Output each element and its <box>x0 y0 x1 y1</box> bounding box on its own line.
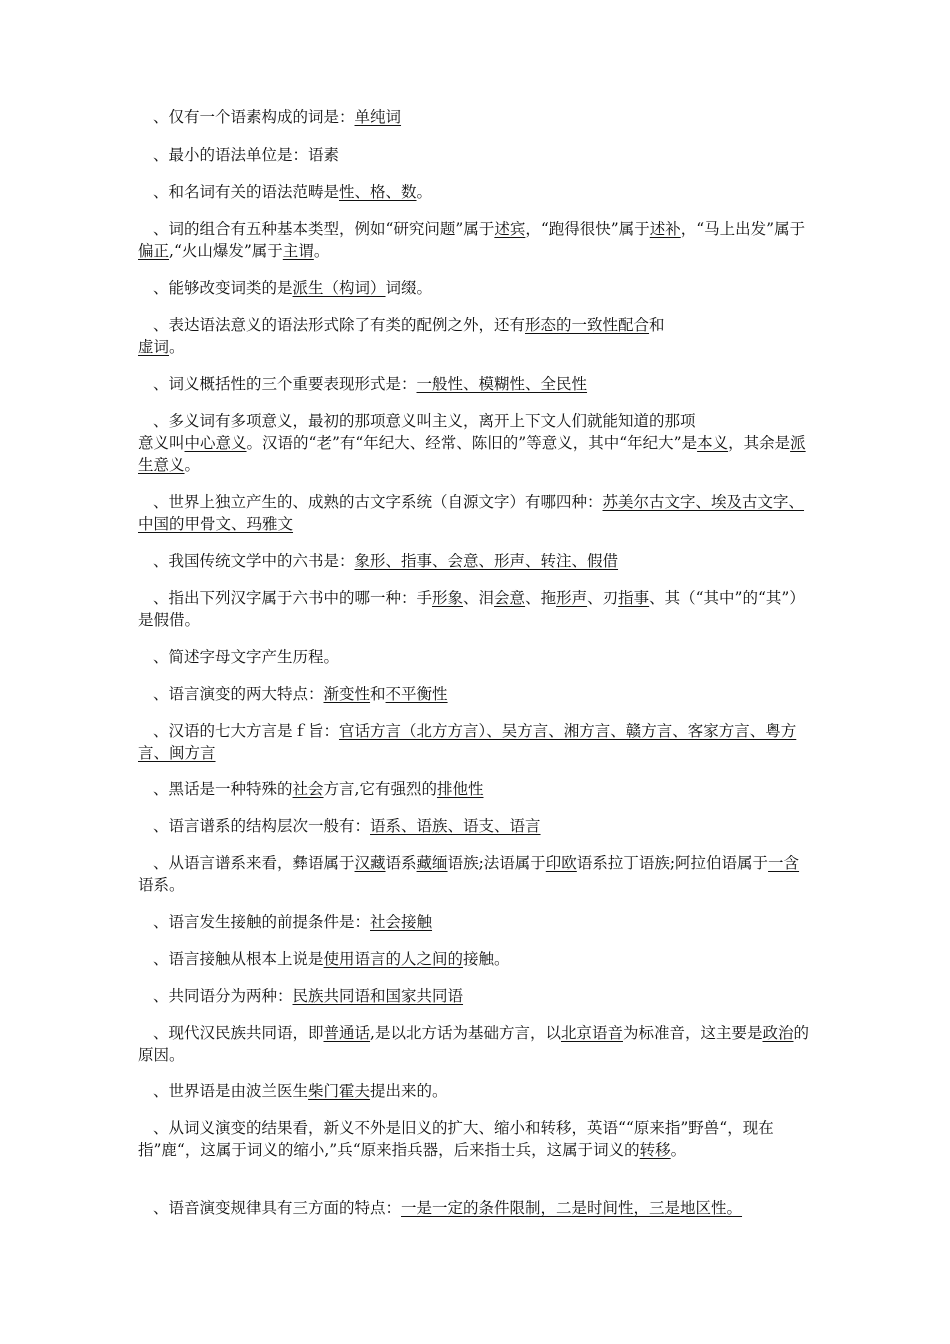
answer-text: 主谓 <box>282 242 314 260</box>
answer-text: 述补 <box>649 220 681 238</box>
list-item <box>138 106 810 128</box>
item-text: 、泪 <box>463 589 495 607</box>
list-item <box>138 410 810 476</box>
item-text: ，“马上出发”属于 <box>680 220 806 238</box>
list-item <box>138 646 810 668</box>
answer-text: 虚词 <box>138 338 170 356</box>
answer-text: 政治 <box>762 1024 794 1042</box>
item-text: 。汉语的“老”有“年纪大、经常、陈旧的”等意义，其中“年纪大”是 <box>246 434 698 452</box>
answer-text: 一含 <box>768 854 800 872</box>
item-text: 、其（“其中”的“其”）是假借。 <box>138 589 805 629</box>
item-text: 。 <box>670 1141 687 1159</box>
item-text: 、表达语法意义的语法形式除了有类的配例之外，还有 <box>153 316 526 334</box>
item-text: 、简述字母文字产生历程。 <box>153 648 340 666</box>
item-text: 、现代汉民族共同语，即 <box>153 1024 324 1042</box>
list-item <box>138 720 810 764</box>
item-text: ,“火山爆发”属于 <box>169 242 283 260</box>
list-item <box>138 815 810 837</box>
answer-text: 渐变性 <box>323 685 371 703</box>
item-text: 为标准音，这主要是 <box>622 1024 763 1042</box>
list-item <box>138 852 810 896</box>
answer-text: 象形、指事、会意、形声、转注、假借 <box>354 552 619 570</box>
answer-text: 北京语音 <box>560 1024 623 1042</box>
item-text: 接触。 <box>463 950 510 968</box>
item-text: ，其余是 <box>728 434 791 452</box>
item-text: ,是以北方话为基础方言，以 <box>370 1024 561 1042</box>
item-text: 、世界上独立产生的、成熟的古文字系统（自源文字）有哪四种： <box>153 493 603 511</box>
item-text: 、指出下列汉字属于六书中的哪一种：手 <box>153 589 433 607</box>
item-text: 、语音演变规律具有三方面的特点： <box>153 1199 402 1217</box>
item-text: 、和名词有关的语法范畴是 <box>153 183 340 201</box>
answer-text: 民族共同语和国家共同语 <box>292 987 464 1005</box>
item-text: 、词义概括性的三个重要表现形式是： <box>153 375 417 393</box>
answer-text: 语系、语族、语支、语言 <box>370 817 541 835</box>
answer-text: 印欧 <box>545 854 577 872</box>
list-item <box>138 985 810 1007</box>
answer-text: 派生（构词） <box>292 279 386 297</box>
item-text: 和 <box>370 685 386 703</box>
list-item <box>138 491 810 535</box>
answer-text: 排他性 <box>436 780 484 798</box>
item-text: 提出来的。 <box>370 1082 448 1100</box>
list-item <box>138 948 810 970</box>
answer-text: 转移 <box>639 1141 671 1159</box>
item-text: 、从语言谱系来看，彝语属于 <box>153 854 355 872</box>
list-item <box>138 181 810 203</box>
item-text: 、我国传统文学中的六书是： <box>153 552 355 570</box>
answer-text: 使用语言的人之间的 <box>323 950 464 968</box>
list-item <box>138 1117 810 1161</box>
item-text: 方言,它有强烈的 <box>323 780 437 798</box>
item-text: 、汉语的七大方言是ｆ旨： <box>153 722 340 740</box>
item-text: 。 <box>313 242 330 260</box>
list-item <box>138 144 810 166</box>
answer-text: 一般性、模糊性、全民性 <box>416 375 588 393</box>
item-text: 、拖 <box>525 589 557 607</box>
item-text: 语族;法语属于 <box>447 854 546 872</box>
answer-text: 形态的一致性配合 <box>525 316 650 334</box>
item-text: 、黑话是一种特殊的 <box>153 780 293 798</box>
list-item <box>138 1080 810 1102</box>
list-item <box>138 314 810 358</box>
answer-text: 官话方言（北方方言）、吴方言、湘方言、赣方言、客家方言、粤方言、闽方言 <box>138 722 797 762</box>
item-text: 、世界语是由波兰医生 <box>153 1082 309 1100</box>
item-text: 、最小的语法单位是：语素 <box>153 146 340 164</box>
list-item <box>138 911 810 933</box>
list-item <box>138 277 810 299</box>
item-text: 。 <box>416 183 433 201</box>
answer-text: 社会 <box>292 780 324 798</box>
answer-text: 偏正 <box>138 242 170 260</box>
answer-text: 述宾 <box>494 220 526 238</box>
answer-text: 指事 <box>618 589 650 607</box>
item-text: 意义叫 <box>138 434 185 452</box>
item-text: ，“跑得很快”属于 <box>525 220 650 238</box>
item-text: 的原因。 <box>138 1024 810 1064</box>
item-text: 语系拉丁语族;阿拉伯语属于 <box>576 854 769 872</box>
answer-text: 本义 <box>697 434 729 452</box>
item-text: 、共同语分为两种： <box>153 987 293 1005</box>
list-item <box>138 550 810 572</box>
item-text: 、词的组合有五种基本类型，例如“研究问题”属于 <box>153 220 495 238</box>
answer-text: 不平衡性 <box>385 685 448 703</box>
list-item <box>138 373 810 395</box>
item-text: 。 <box>169 338 185 356</box>
item-text: 、语言发生接触的前提条件是： <box>153 913 371 931</box>
item-text: 、语言演变的两大特点： <box>153 685 324 703</box>
answer-text: 性、格、数 <box>339 183 417 201</box>
item-text: 语系。 <box>138 876 185 894</box>
answer-text: 形声 <box>556 589 588 607</box>
list-item <box>138 1022 810 1066</box>
answer-text: 苏美尔古文字、埃及古文字、中国的甲骨文、玛雅文 <box>138 493 805 533</box>
item-text: 、刃 <box>587 589 619 607</box>
answer-text: 普通话 <box>323 1024 371 1042</box>
item-text: 和 <box>649 316 665 334</box>
item-text: 语系 <box>385 854 417 872</box>
list-item <box>138 587 810 631</box>
item-text: 、能够改变词类的是 <box>153 279 293 297</box>
answer-text: 形象 <box>432 589 464 607</box>
item-text: 词缀。 <box>385 279 433 297</box>
answer-text: 派生意义 <box>138 434 806 474</box>
item-text: 、语言接触从根本上说是 <box>153 950 324 968</box>
list-item <box>138 218 810 262</box>
answer-text: 藏缅 <box>416 854 448 872</box>
answer-text: 会意 <box>494 589 526 607</box>
item-text: 、语言谱系的结构层次一般有： <box>153 817 371 835</box>
answer-text: 汉藏 <box>354 854 386 872</box>
answer-text: 单纯词 <box>354 108 402 126</box>
item-text: 、多义词有多项意义，最初的那项意义叫主义，离开上下文人们就能知道的那项 <box>153 412 696 430</box>
answer-text: 中心意义 <box>184 434 247 452</box>
answer-text: 一是一定的条件限制，二是时间性，三是地区性。 <box>401 1199 743 1217</box>
list-item <box>138 1197 810 1219</box>
answer-text: 社会接触 <box>370 913 433 931</box>
item-text: 、从词义演变的结果看，新义不外是旧义的扩大、缩小和转移，英语““原来指”野兽“，现在指”鹿“，这属于词义的缩小,”兵“原来指兵器，后来指士兵，这属于词义的 <box>138 1119 774 1159</box>
answer-text: 柴门霍夫 <box>308 1082 371 1100</box>
list-item <box>138 778 810 800</box>
item-text: 、仅有一个语素构成的词是： <box>153 108 355 126</box>
list-item <box>138 683 810 705</box>
item-text: 。 <box>184 456 201 474</box>
